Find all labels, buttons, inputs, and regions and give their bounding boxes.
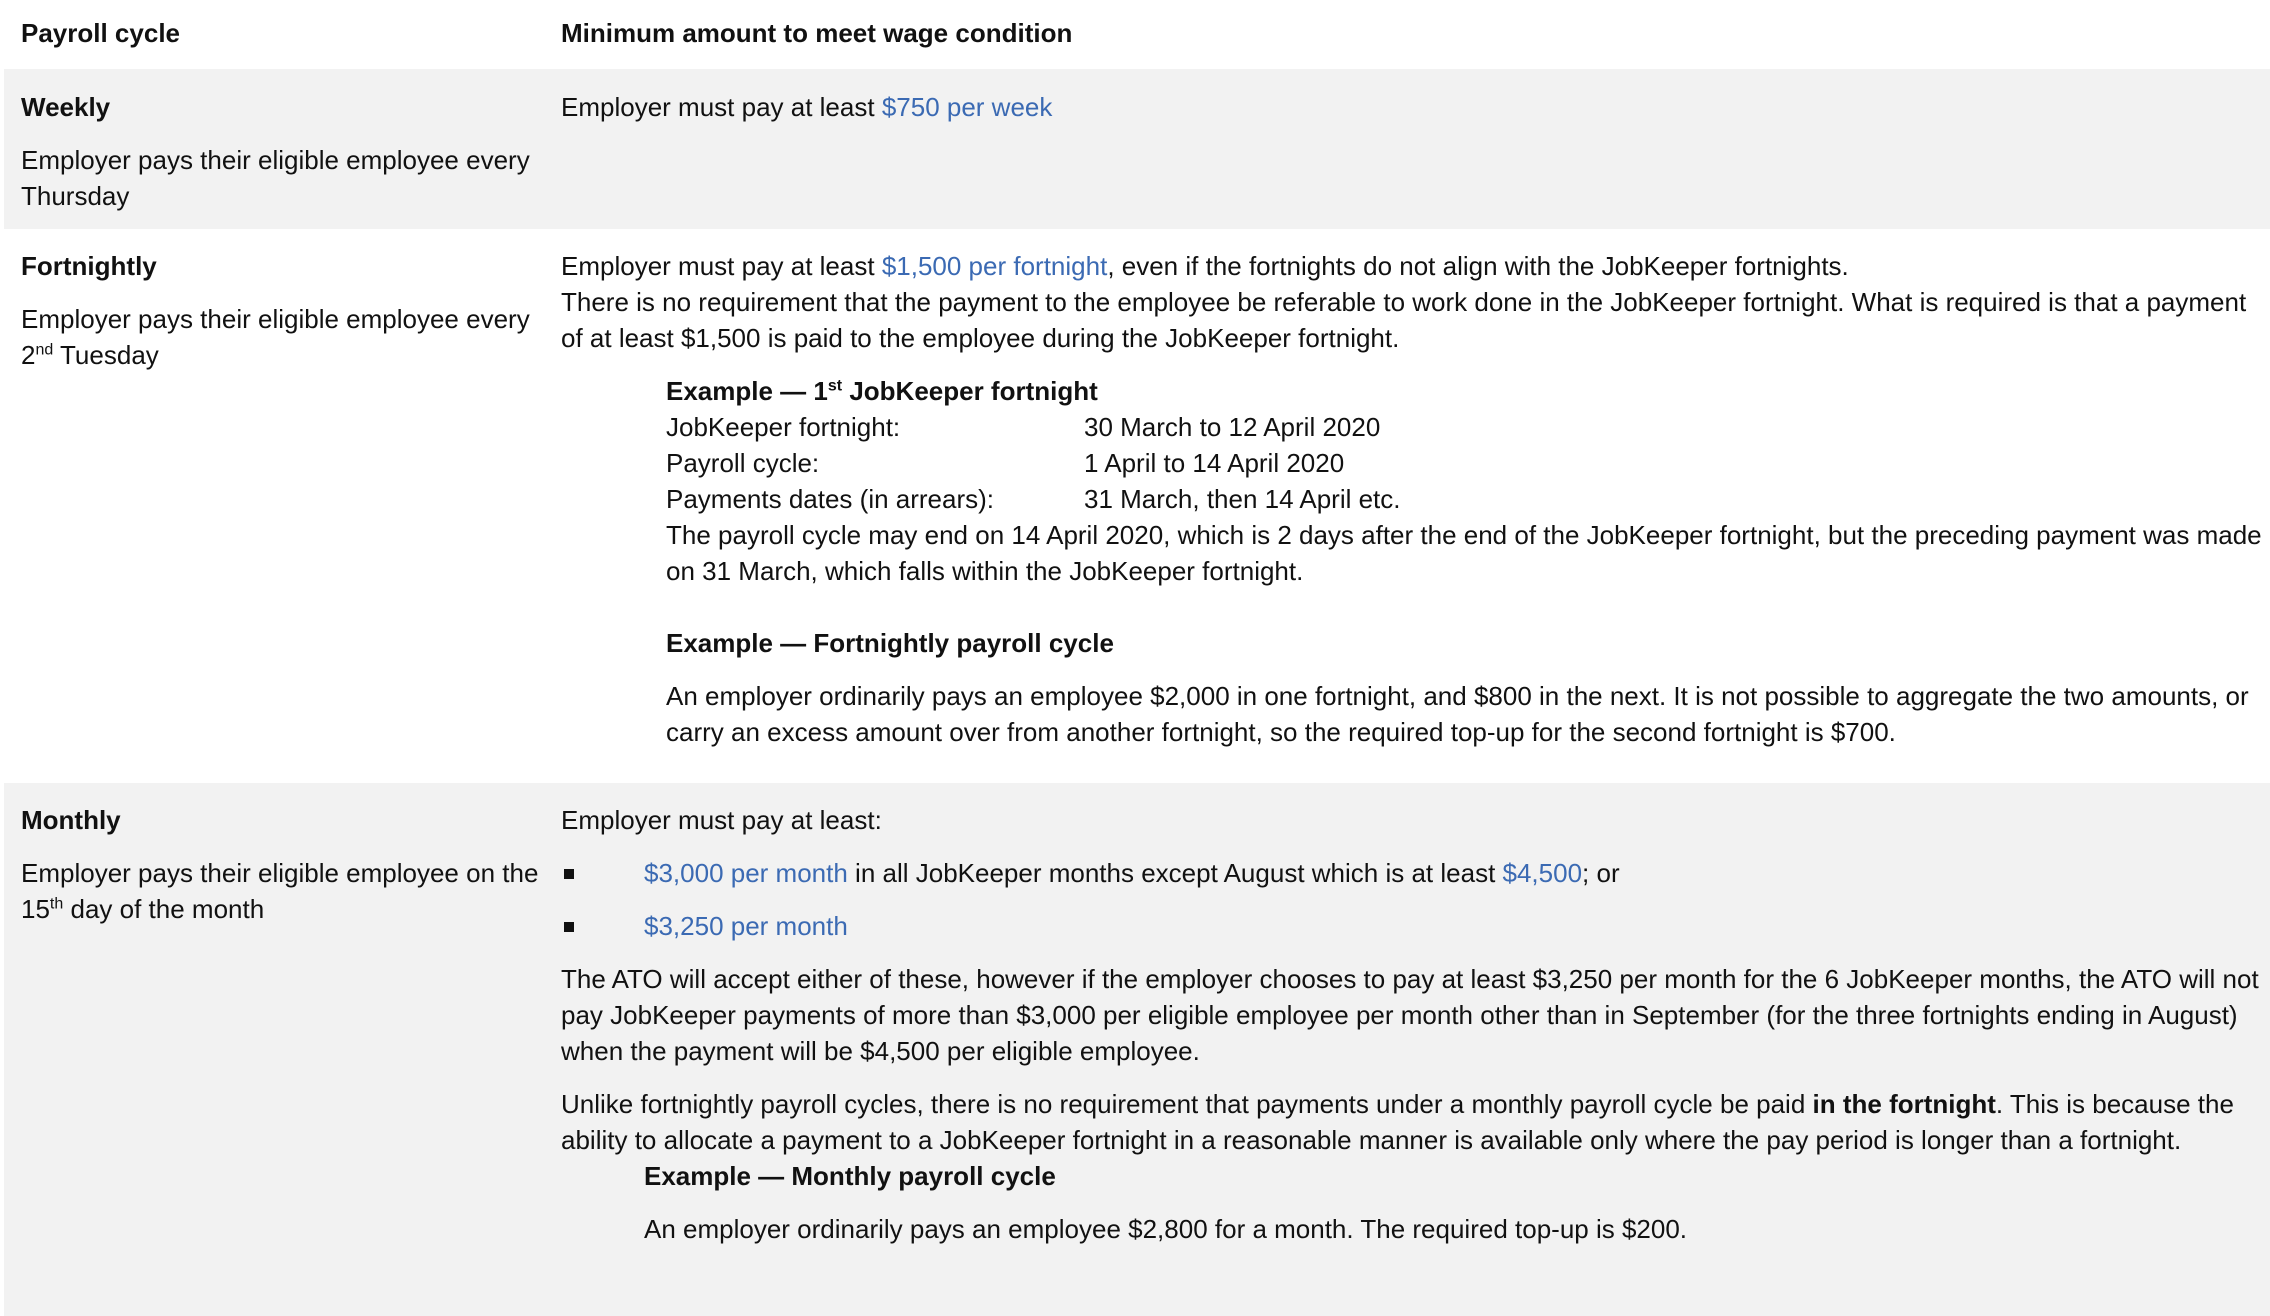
weekly-description: Employer pays their eligible employee every Thursday	[21, 145, 530, 211]
example-row-key: JobKeeper fortnight:	[666, 412, 901, 442]
weekly-min-prefix: Employer must pay at least	[561, 92, 882, 122]
fortnightly-desc-prefix: Employer pays their eligible employee every 2	[21, 304, 530, 370]
fortnightly-amount-link[interactable]: $1,500 per fortnight	[881, 251, 1108, 281]
example-row-value: 31 March, then 14 April etc.	[1084, 484, 1401, 514]
example-monthly	[644, 1158, 2270, 1247]
table-header-row	[0, 0, 2270, 69]
example1-title-suffix: JobKeeper fortnight	[842, 376, 1098, 406]
header-payroll-cycle: Payroll cycle	[21, 18, 180, 48]
monthly-cycle-cell	[4, 802, 540, 1316]
monthly-desc-prefix: Employer pays their eligible employee on the 15	[21, 858, 539, 924]
monthly-description	[21, 855, 540, 927]
weekly-amount-link[interactable]: $750 per week	[881, 92, 1053, 122]
example-row-value: 30 March to 12 April 2020	[1084, 412, 1381, 442]
monthly-unlike-paragraph	[561, 1086, 2270, 1158]
example-fortnightly-title: Example — Fortnightly payroll cycle	[666, 628, 1114, 658]
monthly-desc-sup: th	[49, 895, 64, 913]
monthly-3000-link[interactable]: $3,000 per month	[644, 858, 848, 888]
monthly-amount-cell	[540, 802, 2270, 1316]
monthly-title: Monthly	[21, 805, 121, 835]
example1-title-sup: st	[827, 377, 843, 395]
august-4500-link[interactable]: $4,500	[1502, 858, 1583, 888]
fortnightly-cycle-cell	[0, 248, 540, 783]
fortnightly-minimum-text	[561, 248, 2270, 284]
fortnightly-description	[21, 301, 540, 373]
square-bullet-icon	[564, 869, 574, 879]
monthly-ato-paragraph: The ATO will accept either of these, however if the employer chooses to pay at least $3,250 per month for the 6 JobKeeper months, the ATO will not pay JobKeeper payments of more than $3,000 per eligible employee per month other than in September (for the three fortnights ending in August) when the payment will be $4,500 per eligible employee.	[561, 964, 2259, 1066]
example-row-key: Payments dates (in arrears):	[666, 484, 995, 514]
bullet1-suffix-text: ; or	[1582, 858, 1620, 888]
bullet1-middle-text: in all JobKeeper months except August which is at least	[847, 858, 1503, 888]
example-row-value: 1 April to 14 April 2020	[1084, 448, 1345, 478]
example-first-fortnight	[666, 373, 2270, 750]
para2-suffix: . This is because the ability to allocate a payment to a JobKeeper fortnight in a reasonable manner is available only where the pay period is longer than a fortnight.	[561, 1089, 2234, 1155]
fortnightly-desc-suffix: Tuesday	[53, 340, 159, 370]
example-monthly-text: An employer ordinarily pays an employee $2,800 for a month. The required top-up is $200.	[644, 1214, 1688, 1244]
fortnightly-min-prefix: Employer must pay at least	[561, 251, 882, 281]
example-row-jobkeeper-fortnight	[666, 409, 2270, 445]
header-minimum-amount: Minimum amount to meet wage condition	[561, 18, 1073, 48]
monthly-desc-suffix: day of the month	[63, 894, 265, 924]
square-bullet-icon	[564, 922, 574, 932]
list-item	[561, 855, 2270, 891]
table-row-weekly	[4, 69, 2270, 229]
para2-bold: in the fortnight	[1812, 1089, 1996, 1119]
weekly-amount-cell	[540, 89, 2270, 229]
example-row-key: Payroll cycle:	[666, 448, 820, 478]
example-first-fortnight-title	[666, 373, 2270, 409]
fortnightly-desc-sup: nd	[35, 341, 54, 359]
table-row-monthly	[4, 783, 2270, 1316]
weekly-title: Weekly	[21, 92, 111, 122]
example-first-fortnight-text: The payroll cycle may end on 14 April 2020, which is 2 days after the end of the JobKeeper fortnight, but the preceding payment was made on 31 March, which falls within the JobKeeper fortnight.	[666, 520, 2262, 586]
weekly-cycle-cell	[4, 89, 540, 229]
list-item	[561, 908, 2270, 944]
example-row-payroll-cycle	[666, 445, 2270, 481]
fortnightly-min-suffix: , even if the fortnights do not align with the JobKeeper fortnights.	[1107, 251, 1849, 281]
fortnightly-amount-cell	[540, 248, 2270, 783]
example1-title-prefix: Example — 1	[666, 376, 828, 406]
monthly-options-list	[561, 855, 2270, 944]
table-row-fortnightly	[0, 229, 2270, 783]
monthly-intro-text: Employer must pay at least:	[561, 805, 882, 835]
weekly-minimum-text	[561, 89, 2270, 125]
example-row-payment-dates	[666, 481, 2270, 517]
fortnightly-requirement-text: There is no requirement that the payment to the employee be referable to work done in the JobKeeper fortnight. What is required is that a payment of at least $1,500 is paid to the employee during the JobKeeper fortnight.	[561, 287, 2247, 353]
example-fortnightly-text: An employer ordinarily pays an employee $2,000 in one fortnight, and $800 in the next. It is not possible to aggregate the two amounts, or carry an excess amount over from another fortnight, so the required top-up for the second fortnight is $700.	[666, 681, 2249, 747]
monthly-3250-link[interactable]: $3,250 per month	[644, 911, 848, 941]
para2-prefix: Unlike fortnightly payroll cycles, there is no requirement that payments under a monthly payroll cycle be paid	[561, 1089, 1813, 1119]
fortnightly-title: Fortnightly	[21, 251, 157, 281]
example-monthly-title: Example — Monthly payroll cycle	[644, 1161, 1056, 1191]
